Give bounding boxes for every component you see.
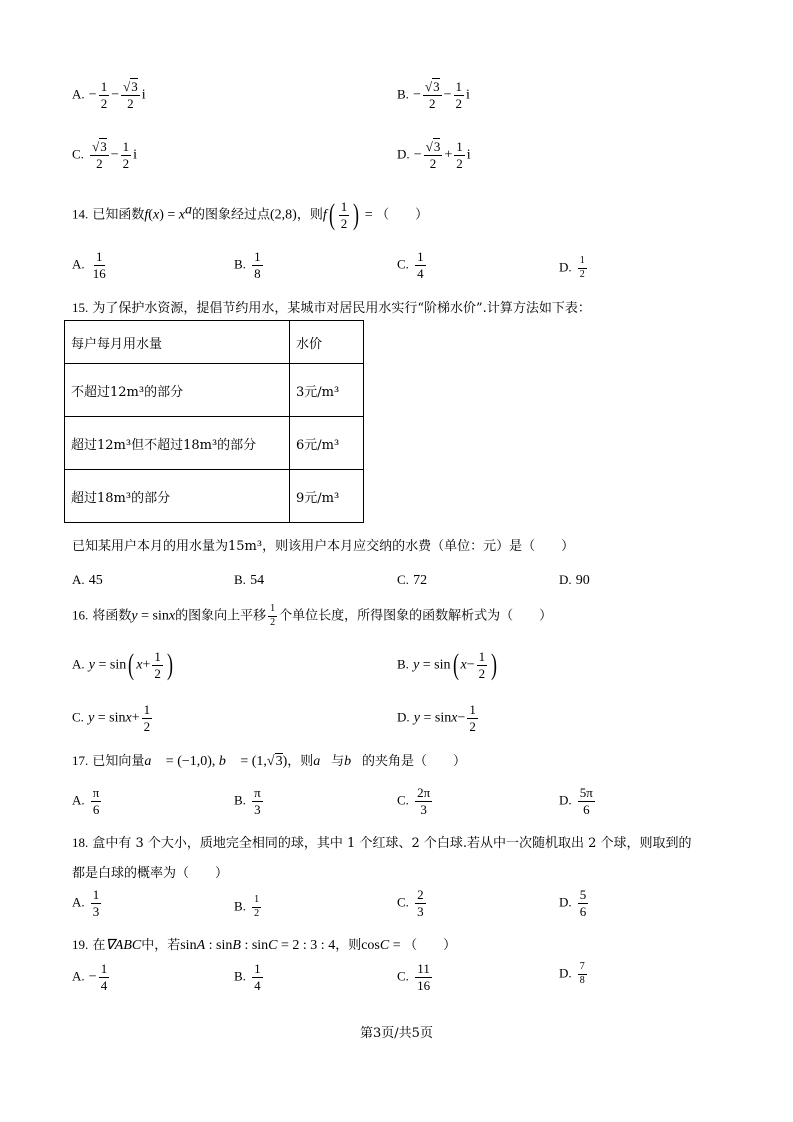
q14-option-c: C. $\frac{1}{4}$	[397, 249, 424, 281]
q14-option-b: B. $\frac{1}{8}$	[234, 249, 261, 281]
water-price-table	[64, 320, 364, 523]
q15-option-d: D. 90	[559, 572, 590, 588]
q16-option-a: A. y = sin( x+ $\frac{1}{2}$ )	[72, 648, 173, 682]
q13-option-c: C. $\frac{√3}{2}$ − $\frac{1}{2}$ i	[72, 139, 137, 171]
q16-option-d: D. y = sinx− $\frac{1}{2}$	[397, 702, 476, 734]
q18-option-c: C. $\frac{2}{3}$	[397, 887, 424, 919]
question-19: 19. 在∇ABC中，若sinA : sinB : sinC = 2 : 3 : 4，则cosC = （ ）	[72, 937, 457, 953]
q14-option-a: A. $\frac{1}{16}$	[72, 249, 106, 281]
q17-option-b: B. $\frac{\pi}{3}$	[234, 785, 261, 817]
question-18-line2: 都是白球的概率为（ ）	[72, 866, 229, 881]
q18-option-b: B. $\frac{1}{2}$	[234, 894, 260, 919]
q17-option-c: C. $\frac{2\pi}{3}$	[397, 785, 431, 817]
q19-option-c: C. $\frac{11}{16}$	[397, 961, 431, 993]
q17-option-d: D. $\frac{5\pi}{6}$	[559, 785, 593, 817]
q16-option-c: C. y = sinx+ $\frac{1}{2}$	[72, 702, 151, 734]
q13-option-a: A. − $\frac{1}{2}$ − $\frac{√3}{2}$ i	[72, 79, 146, 111]
question-15-followup: 已知某用户本月的用水量为15m³，则该用户本月应交纳的水费（单位：元）是（ ）	[72, 539, 575, 554]
q15-option-a: A. 45	[72, 572, 103, 588]
question-18: 18. 盒中有 3 个大小，质地完全相同的球，其中 1 个红球、2 个白球.若从中一次随机取出 2 个球，则取到的	[72, 835, 692, 851]
q13-option-b: B. − $\frac{√3}{2}$ − $\frac{1}{2}$ i	[397, 79, 470, 111]
table-row: 超过12m³但不超过18m³的部分 6元/m³	[65, 417, 364, 470]
q15-option-c: C. 72	[397, 572, 428, 588]
q14-option-d: D. $\frac{1}{2}$	[559, 255, 585, 280]
q19-option-b: B. $\frac{1}{4}$	[234, 961, 261, 993]
table-row: 不超过12m³的部分 3元/m³	[65, 364, 364, 417]
question-15: 15. 为了保护水资源，提倡节约用水，某城市对居民用水实行“阶梯水价”.计算方法如下表：	[72, 300, 591, 316]
q18-option-a: A. $\frac{1}{3}$	[72, 887, 100, 919]
page-number-footer: 第3页/共5页	[360, 1026, 433, 1041]
table-row: 超过18m³的部分 9元/m³	[65, 470, 364, 523]
q19-option-a: A. − $\frac{1}{4}$	[72, 961, 108, 993]
q19-option-d: D. $\frac{7}{8}$	[559, 961, 585, 986]
question-17: 17. 已知向量a⃗ = (−1,0), b⃗ = (1,√3)，则a⃗与b⃗的夹角是（ ）	[72, 753, 467, 769]
q18-option-d: D. $\frac{5}{6}$	[559, 887, 587, 919]
q15-option-b: B. 54	[234, 572, 265, 588]
q17-option-a: A. $\frac{\pi}{6}$	[72, 785, 100, 817]
q16-option-b: B. y = sin( x− $\frac{1}{2}$ )	[397, 648, 498, 682]
q13-option-d: D. − $\frac{√3}{2}$ + $\frac{1}{2}$ i	[397, 139, 471, 171]
question-16: 16. 将函数y = sinx的图象向上平移 $\frac{1}{2}$ 个单位长度，所得图象的函数解析式为（ ）	[72, 603, 553, 628]
question-14: 14. 已知函数$f(x) = x^a$的图象经过点(2,8)，则f( $\frac{1}{2}$ ) = （ ）	[72, 198, 429, 232]
table-header-usage: 每户每月用水量	[65, 321, 290, 364]
table-header-price: 水价	[290, 321, 364, 364]
